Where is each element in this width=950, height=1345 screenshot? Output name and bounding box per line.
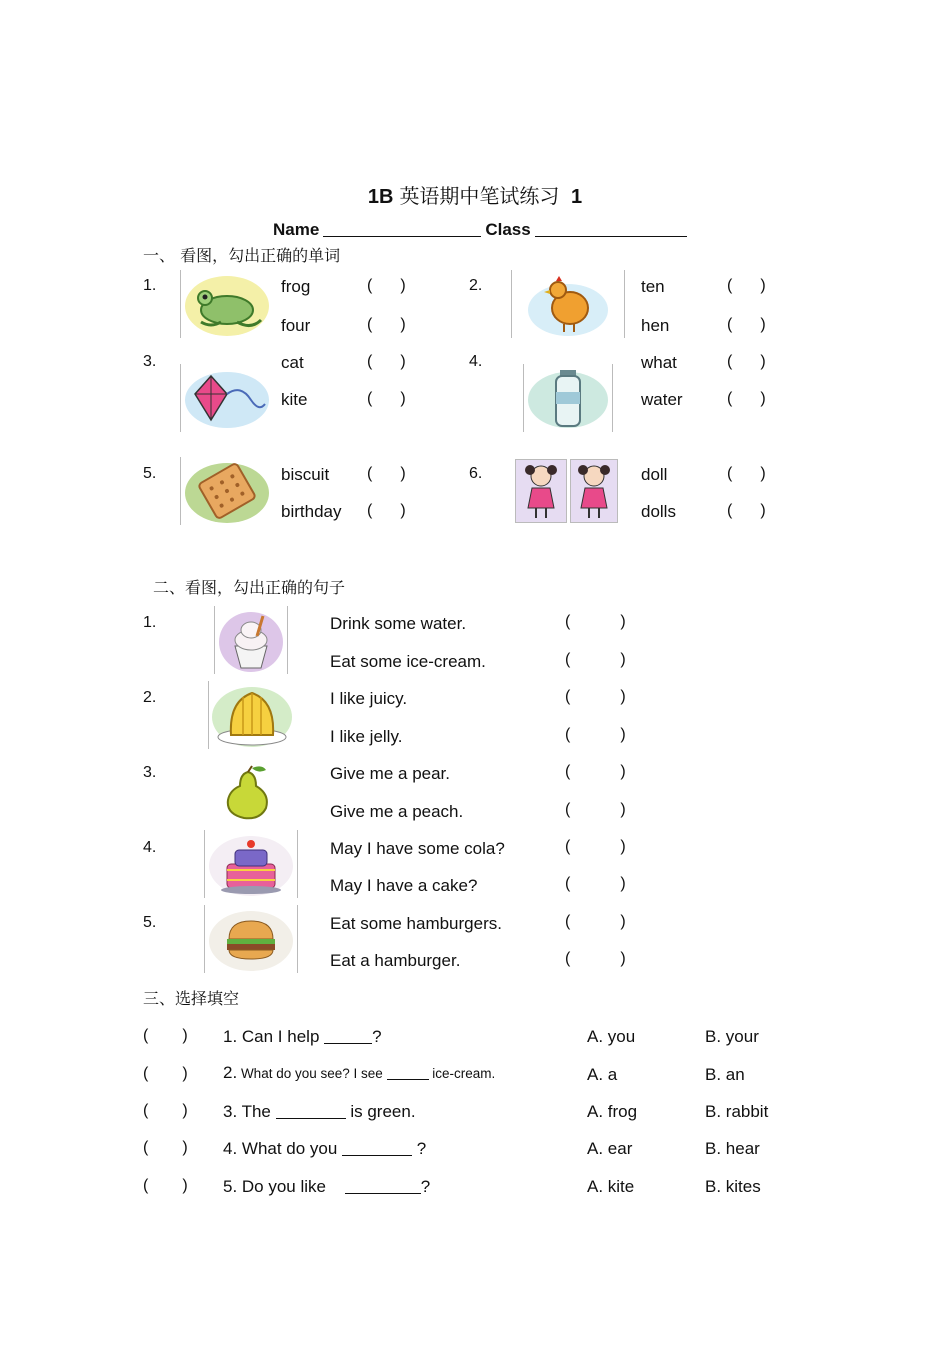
answer-box[interactable]: ( ) (143, 1139, 188, 1156)
choice-a: A. frog (587, 1102, 638, 1121)
choice-b: B. kites (705, 1177, 761, 1196)
choice-a: A. kite (587, 1177, 635, 1196)
answer-box[interactable]: ( ) (367, 316, 406, 333)
s1-num: 5. (143, 465, 157, 482)
choice-b: B. an (705, 1065, 745, 1084)
question: 1. Can I help ? (223, 1027, 382, 1046)
s2-num: 1. (143, 614, 157, 631)
word-option: water (641, 390, 683, 409)
class-field[interactable] (535, 220, 687, 237)
sentence-option: Eat some ice-cream. (330, 652, 486, 671)
answer-box[interactable]: ( ) (565, 838, 626, 855)
s1-num: 4. (469, 353, 483, 370)
question: 2. What do you see? I see ice-cream. (223, 1063, 496, 1082)
s1-num: 2. (469, 277, 483, 294)
answer-box[interactable]: ( ) (367, 465, 406, 482)
class-label: Class (485, 220, 531, 239)
answer-box[interactable]: ( ) (565, 726, 626, 743)
sentence-option: Drink some water. (330, 614, 467, 633)
question: 5. Do you like ? (223, 1177, 431, 1196)
choice-a: A. ear (587, 1139, 633, 1158)
sentence-option: I like juicy. (330, 689, 408, 708)
choice-b: B. your (705, 1027, 759, 1046)
answer-box[interactable]: ( ) (367, 277, 406, 294)
choice-a: A. a (587, 1065, 618, 1084)
answer-box[interactable]: ( ) (367, 502, 406, 519)
word-option: biscuit (281, 465, 330, 484)
sentence-option: Eat a hamburger. (330, 951, 461, 970)
fill-blank[interactable] (345, 1179, 421, 1194)
fill-blank[interactable] (387, 1065, 429, 1080)
answer-box[interactable]: ( ) (143, 1027, 188, 1044)
doll-icon (515, 459, 567, 523)
section1-header: 一、 看图，勾出正确的单词 (143, 246, 341, 265)
answer-box[interactable]: ( ) (565, 801, 626, 818)
answer-box[interactable]: ( ) (143, 1065, 188, 1082)
fill-blank[interactable] (324, 1029, 372, 1044)
answer-box[interactable]: ( ) (565, 613, 626, 630)
doll-icon (570, 459, 618, 523)
cake-icon (204, 830, 298, 898)
answer-box[interactable]: ( ) (565, 763, 626, 780)
answer-box[interactable]: ( ) (565, 950, 626, 967)
answer-box[interactable]: ( ) (565, 651, 626, 668)
word-option: birthday (281, 502, 342, 521)
section3-header: 三、选择填空 (143, 989, 240, 1008)
word-option: frog (281, 277, 311, 296)
s1-num: 3. (143, 353, 157, 370)
name-field[interactable] (323, 220, 481, 237)
hen-icon (511, 270, 625, 338)
section2-header: 二、看图，勾出正确的句子 (153, 578, 346, 597)
frog-icon (180, 270, 273, 338)
biscuit-icon (180, 457, 273, 525)
answer-box[interactable]: ( ) (367, 353, 406, 370)
choice-a: A. you (587, 1027, 636, 1046)
answer-box[interactable]: ( ) (565, 688, 626, 705)
ice-cream-icon (214, 606, 288, 674)
question: 4. What do you ? (223, 1139, 427, 1158)
jelly-icon (208, 681, 295, 749)
sentence-option: May I have a cake? (330, 876, 478, 895)
sentence-option: I like jelly. (330, 727, 403, 746)
kite-icon (180, 364, 273, 432)
answer-box[interactable]: ( ) (727, 502, 766, 519)
s2-num: 3. (143, 764, 157, 781)
answer-box[interactable]: ( ) (143, 1177, 188, 1194)
sentence-option: May I have some cola? (330, 839, 505, 858)
s2-num: 2. (143, 689, 157, 706)
choice-b: B. hear (705, 1139, 760, 1158)
answer-box[interactable]: ( ) (727, 316, 766, 333)
answer-box[interactable]: ( ) (727, 465, 766, 482)
word-option: dolls (641, 502, 676, 521)
answer-box[interactable]: ( ) (727, 277, 766, 294)
word-option: what (641, 353, 677, 372)
sentence-option: Give me a pear. (330, 764, 451, 783)
question: 3. The is green. (223, 1102, 416, 1121)
word-option: doll (641, 465, 668, 484)
s1-num: 6. (469, 465, 483, 482)
word-option: kite (281, 390, 308, 409)
hamburger-icon (204, 905, 298, 973)
fill-blank[interactable] (276, 1104, 346, 1119)
answer-box[interactable]: ( ) (565, 913, 626, 930)
sentence-option: Give me a peach. (330, 802, 464, 821)
choice-b: B. rabbit (705, 1102, 769, 1121)
name-label: Name (273, 220, 320, 239)
s2-num: 5. (143, 914, 157, 931)
page-title: 1B 英语期中笔试练习 1 (367, 184, 583, 208)
word-option: cat (281, 353, 304, 372)
answer-box[interactable]: ( ) (367, 390, 406, 407)
s1-num: 1. (143, 277, 157, 294)
fill-blank[interactable] (342, 1141, 412, 1156)
water-bottle-icon (523, 364, 613, 432)
s2-num: 4. (143, 839, 157, 856)
answer-box[interactable]: ( ) (143, 1102, 188, 1119)
word-option: hen (641, 316, 670, 335)
answer-box[interactable]: ( ) (727, 390, 766, 407)
answer-box[interactable]: ( ) (727, 353, 766, 370)
name-class-row (273, 220, 691, 240)
answer-box[interactable]: ( ) (565, 875, 626, 892)
word-option: ten (641, 277, 665, 296)
pear-icon (222, 764, 274, 820)
word-option: four (281, 316, 311, 335)
sentence-option: Eat some hamburgers. (330, 914, 502, 933)
